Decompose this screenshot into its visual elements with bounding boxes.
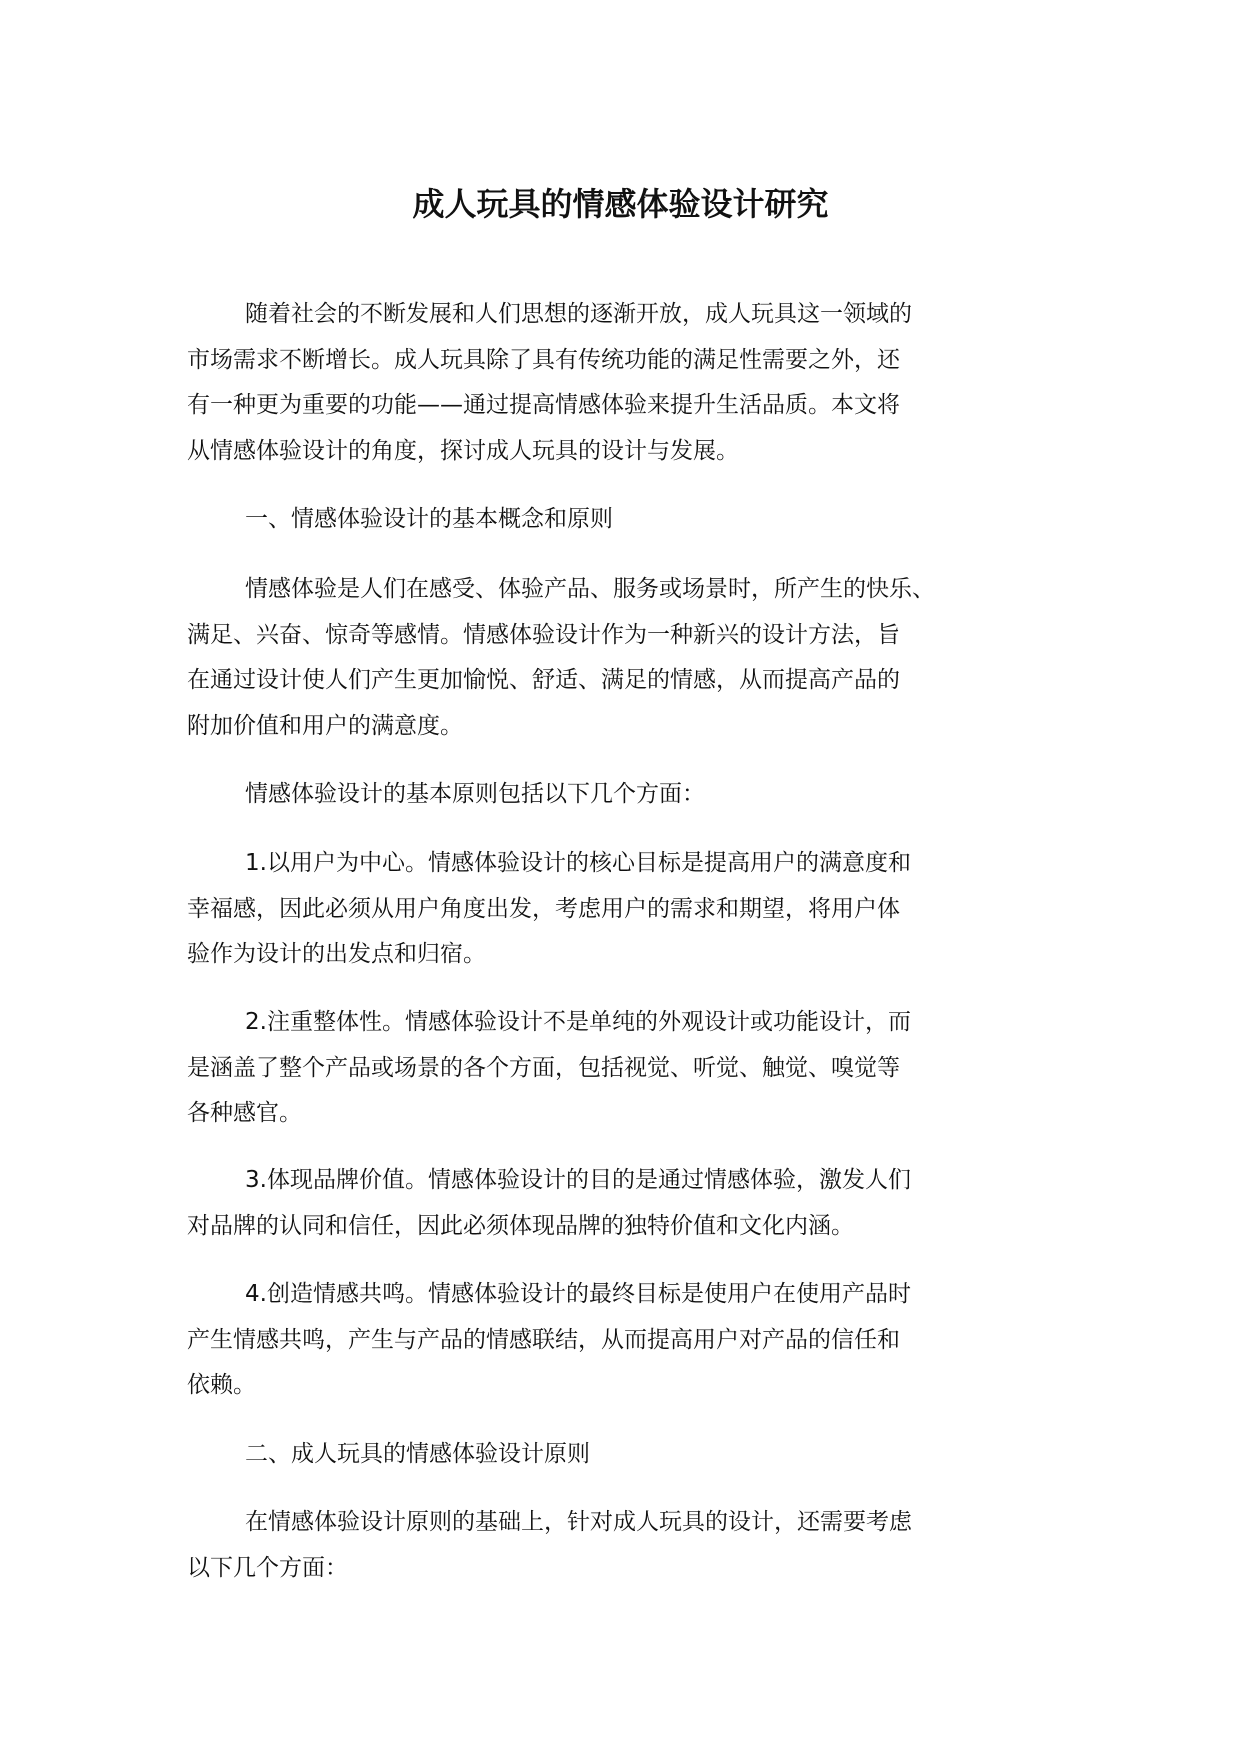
paragraph-line: 2.注重整体性。情感体验设计不是单纯的外观设计或功能设计，而: [245, 1009, 911, 1035]
paragraph-line: 在通过设计使人们产生更加愉悦、舒适、满足的情感，从而提高产品的: [187, 667, 900, 693]
paragraph-line: 各种感官。: [187, 1100, 302, 1126]
paragraph-line: 满足、兴奋、惊奇等感情。情感体验设计作为一种新兴的设计方法，旨: [187, 621, 900, 648]
paragraph-line: 附加价值和用户的满意度。: [187, 712, 463, 739]
principle-4-paragraph: [187, 1272, 911, 1409]
principle-3-paragraph: [187, 1158, 911, 1249]
paragraph-line: 验作为设计的出发点和归宿。: [187, 941, 486, 967]
principle-2-paragraph: [187, 1000, 911, 1137]
principles-intro-paragraph: [187, 772, 705, 818]
paragraph-line: 3.体现品牌价值。情感体验设计的目的是通过情感体验，激发人们: [245, 1167, 911, 1193]
section-heading-text: 二、成人玩具的情感体验设计原则: [245, 1441, 590, 1467]
document-title: 成人玩具的情感体验设计研究: [412, 185, 829, 223]
paragraph-line: 是涵盖了整个产品或场景的各个方面，包括视觉、听觉、触觉、嗅觉等: [187, 1054, 900, 1081]
paragraph-line: 4.创造情感共鸣。情感体验设计的最终目标是使用户在使用产品时: [245, 1281, 911, 1307]
concept-paragraph: [187, 567, 935, 749]
section-heading-1: [187, 497, 613, 543]
paragraph-line: 以下几个方面：: [187, 1554, 348, 1581]
intro-paragraph: [187, 292, 912, 474]
paragraph-line: 幸福感，因此必须从用户角度出发，考虑用户的需求和期望，将用户体: [187, 895, 900, 922]
paragraph-line: 有一种更为重要的功能——通过提高情感体验来提升生活品质。本文将: [187, 392, 900, 418]
paragraph-line: 在情感体验设计原则的基础上，针对成人玩具的设计，还需要考虑: [245, 1509, 912, 1535]
section-heading-2: [187, 1432, 590, 1478]
paragraph-line: 情感体验是人们在感受、体验产品、服务或场景时，所产生的快乐、: [245, 576, 935, 602]
section-heading-text: 一、情感体验设计的基本概念和原则: [245, 506, 613, 532]
paragraph-line: 从情感体验设计的角度，探讨成人玩具的设计与发展。: [187, 437, 739, 464]
paragraph-line: 对品牌的认同和信任，因此必须体现品牌的独特价值和文化内涵。: [187, 1212, 854, 1239]
adult-toy-principles-paragraph: [187, 1500, 912, 1591]
paragraph-line: 依赖。: [187, 1372, 256, 1398]
paragraph-line: 市场需求不断增长。成人玩具除了具有传统功能的满足性需要之外，还: [187, 346, 900, 373]
paragraph-line: 随着社会的不断发展和人们思想的逐渐开放，成人玩具这一领域的: [245, 301, 912, 327]
paragraph-line: 情感体验设计的基本原则包括以下几个方面：: [245, 781, 705, 807]
principle-1-paragraph: [187, 841, 911, 978]
paragraph-line: 1.以用户为中心。情感体验设计的核心目标是提高用户的满意度和: [245, 850, 911, 876]
paragraph-line: 产生情感共鸣，产生与产品的情感联结，从而提高用户对产品的信任和: [187, 1326, 900, 1353]
